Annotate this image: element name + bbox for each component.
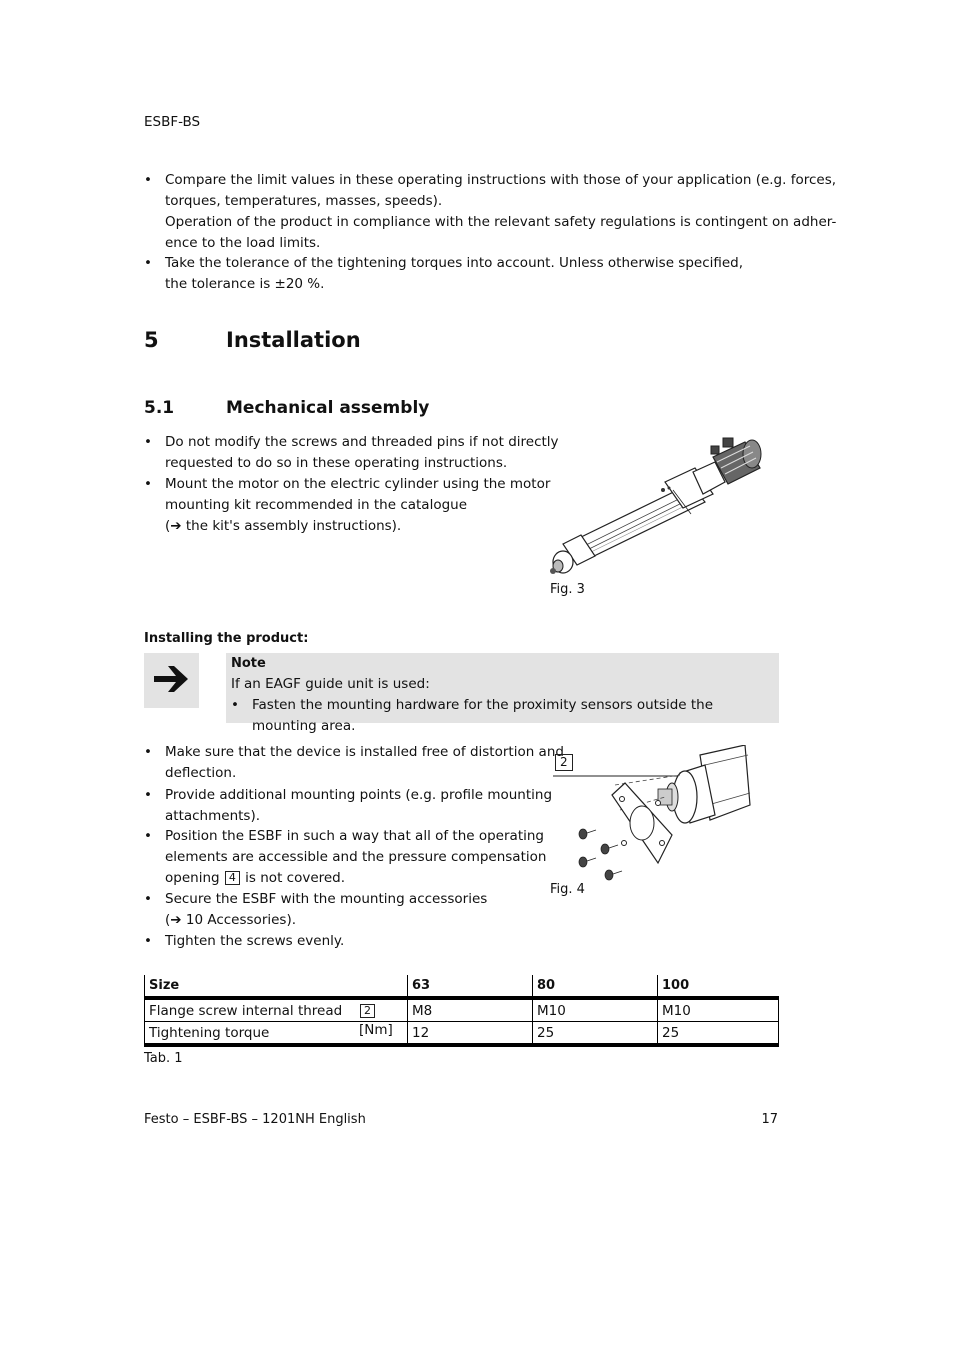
table-cell: 25 — [533, 1022, 658, 1046]
subsection-title: Mechanical assembly — [226, 398, 430, 418]
table-cell: M8 — [408, 998, 533, 1022]
row-label: Flange screw internal thread — [149, 1002, 343, 1019]
install-bullet-4 — [165, 889, 487, 931]
tightening-table — [144, 975, 779, 1047]
note-title: Note — [231, 656, 266, 671]
bullet-line: Take the tolerance of the tightening torques into account. Unless otherwise specified, — [165, 255, 744, 271]
table-cell-label — [145, 998, 408, 1022]
footer-text: Festo – ESBF-BS – 1201NH English — [144, 1112, 366, 1127]
installing-heading: Installing the product: — [144, 631, 309, 646]
figure-4-callout: 2 — [555, 754, 573, 771]
section-number: 5 — [144, 328, 159, 352]
install-bullet-2 — [165, 785, 552, 827]
bullet-marker: • — [144, 255, 152, 271]
table-header-63: 63 — [408, 975, 533, 998]
bullet-line: Position the ESBF in such a way that all of the operating — [165, 828, 544, 844]
bullet-marker: • — [231, 697, 239, 713]
bullet-line: Tighten the screws evenly. — [165, 933, 345, 949]
bullet-marker: • — [144, 744, 152, 760]
table-cell: 25 — [658, 1022, 779, 1046]
assembly-bullet-1 — [165, 432, 559, 474]
table-caption: Tab. 1 — [144, 1051, 183, 1066]
bullet-marker: • — [144, 787, 152, 803]
bullet-line: the tolerance is ±20 %. — [165, 276, 325, 292]
bullet-line: Secure the ESBF with the mounting accessories — [165, 891, 488, 907]
bullet-line: ence to the load limits. — [165, 235, 321, 251]
document-header: ESBF-BS — [144, 114, 201, 130]
bullet-line: Provide additional mounting points (e.g. profile mounting — [165, 787, 553, 803]
bullet-line: Operation of the product in compliance with the relevant safety regulations is contingent on adher- — [165, 214, 837, 230]
note-box — [226, 653, 779, 734]
page-number: 17 — [761, 1112, 778, 1127]
bullet-line: Mount the motor on the electric cylinder using the motor — [165, 476, 551, 492]
bullet-text: opening — [165, 870, 220, 886]
table-cell-label — [145, 1022, 408, 1046]
figure-4-caption: Fig. 4 — [550, 882, 585, 897]
bullet-line: requested to do so in these operating instructions. — [165, 455, 508, 471]
intro-bullet-2 — [165, 253, 743, 295]
bullet-line: (➔ the kit's assembly instructions). — [165, 518, 402, 534]
bullet-marker: • — [144, 172, 152, 188]
section-title: Installation — [226, 328, 361, 352]
bullet-line: (➔ 10 Accessories). — [165, 912, 297, 928]
bullet-marker: • — [144, 434, 152, 450]
bullet-line: torques, temperatures, masses, speeds). — [165, 193, 443, 209]
bullet-marker: • — [144, 476, 152, 492]
intro-bullet-1 — [165, 170, 836, 254]
row-label: Tightening torque — [149, 1024, 270, 1041]
bullet-line: Do not modify the screws and threaded pins if not directly — [165, 434, 559, 450]
reference-number: 4 — [225, 871, 240, 885]
subsection-number: 5.1 — [144, 398, 175, 418]
install-bullet-1 — [165, 742, 564, 784]
arrow-right-icon — [152, 663, 192, 699]
figure-3-caption: Fig. 3 — [550, 582, 585, 597]
table-header-size: Size — [145, 975, 408, 998]
bullet-line — [165, 868, 546, 889]
table-cell: 12 — [408, 1022, 533, 1046]
table-cell: M10 — [533, 998, 658, 1022]
figure-3-electric-cylinder — [545, 432, 770, 582]
install-bullet-5 — [165, 931, 344, 952]
assembly-bullet-2 — [165, 474, 550, 537]
table-header-row — [145, 975, 779, 998]
unit-label: [Nm] — [359, 1022, 393, 1038]
bullet-line: elements are accessible and the pressure compensation — [165, 849, 547, 865]
table-header-100: 100 — [662, 978, 690, 993]
figure-4-flange-mounting — [550, 745, 755, 885]
note-bullet: Fasten the mounting hardware for the proximity sensors outside the mounting area. — [252, 697, 714, 734]
table-row — [145, 1022, 779, 1046]
install-bullet-3 — [165, 826, 546, 889]
bullet-line: attachments). — [165, 808, 261, 824]
note-icon-box — [144, 653, 199, 708]
table-cell: M10 — [658, 998, 779, 1022]
bullet-marker: • — [144, 933, 152, 949]
bullet-line: mounting kit recommended in the catalogue — [165, 497, 468, 513]
note-text: If an EAGF guide unit is used: — [231, 676, 430, 692]
bullet-marker: • — [144, 828, 152, 844]
reference-number: 2 — [360, 1004, 375, 1018]
bullet-text: is not covered. — [245, 870, 346, 886]
table-row — [145, 998, 779, 1022]
table-header-80: 80 — [533, 975, 658, 998]
bullet-line: deflection. — [165, 765, 237, 781]
bullet-marker: • — [144, 891, 152, 907]
bullet-line: Compare the limit values in these operating instructions with those of your application (e.g. forces, — [165, 172, 837, 188]
bullet-line: Make sure that the device is installed free of distortion and — [165, 744, 564, 760]
